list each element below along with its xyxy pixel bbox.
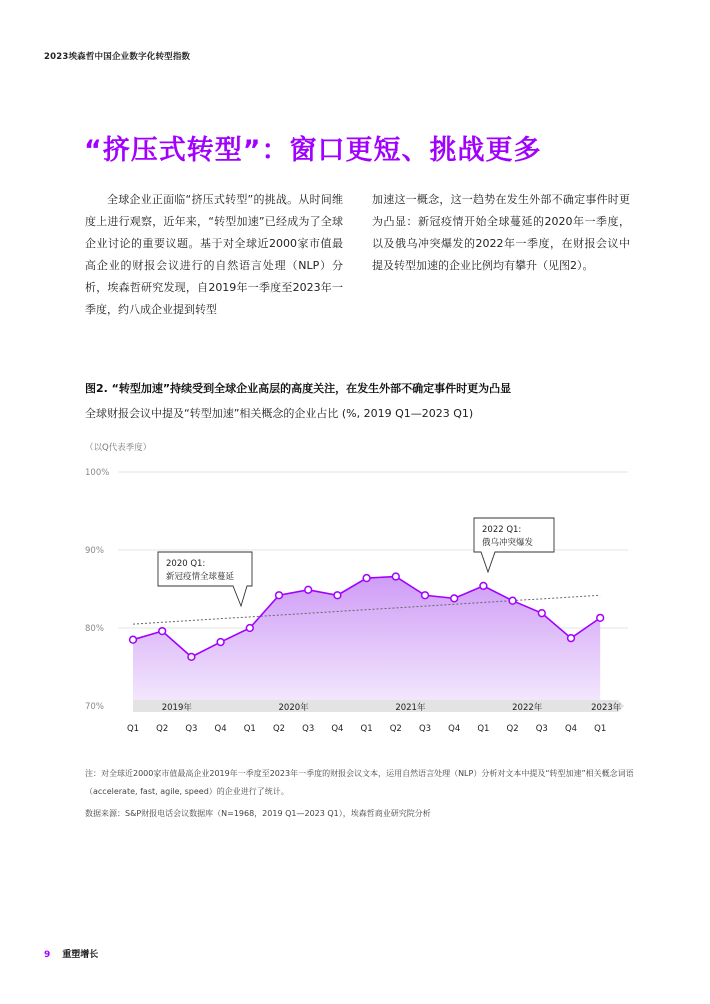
annotation-label: 俄乌冲突爆发 bbox=[482, 538, 534, 548]
year-label: 2019年 bbox=[161, 703, 192, 713]
data-point bbox=[305, 586, 312, 593]
x-tick-label: Q3 bbox=[302, 724, 315, 734]
y-tick-label: 100% bbox=[85, 468, 110, 478]
figure-note: 注：对全球近2000家市值最高企业2019年一季度至2023年一季度的财报会议文本，运用自然语言处理（NLP）分析对文本中提及“转型加速”相关概念词语（accelerate, fast, agile, speed）的企业进行了统计。 bbox=[85, 769, 634, 796]
x-tick-label: Q2 bbox=[272, 724, 286, 734]
data-point bbox=[217, 639, 224, 646]
body-text-left: 全球企业正面临“挤压式转型”的挑战。从时间维度上进行观察，近年来，“转型加速”已经成为了全球企业讨论的重要议题。基于对全球近2000家市值最高企业的财报会议进行的自然语言处理（NLP）分析，埃森哲研究发现，自2019年一季度至2023年一季度，约八成企业提到转型 bbox=[85, 193, 343, 316]
data-point bbox=[276, 592, 283, 599]
year-label: 2022年 bbox=[512, 703, 543, 713]
data-point bbox=[130, 636, 137, 643]
figure-subtitle: 全球财报会议中提及“转型加速”相关概念的企业占比 (%, 2019 Q1—2023 Q1) bbox=[85, 407, 474, 420]
year-label: 2021年 bbox=[395, 703, 426, 713]
x-tick-label: Q2 bbox=[389, 724, 402, 734]
x-tick-label: Q4 bbox=[214, 724, 227, 734]
report-header: 2023埃森哲中国企业数字化转型指数 bbox=[44, 52, 191, 62]
x-tick-label: Q1 bbox=[360, 724, 373, 734]
y-tick-label: 70% bbox=[85, 702, 104, 712]
x-tick-label: Q4 bbox=[564, 724, 578, 734]
x-tick-label: Q2 bbox=[156, 724, 169, 734]
year-band bbox=[133, 700, 624, 712]
area-fill bbox=[133, 577, 600, 706]
x-tick-label: Q4 bbox=[448, 724, 461, 734]
data-point bbox=[159, 628, 166, 635]
x-tick-label: Q1 bbox=[594, 724, 607, 734]
figure-source: 数据来源：S&P财报电话会议数据库（N=1968，2019 Q1—2023 Q1），埃森哲商业研究院分析 bbox=[85, 809, 431, 818]
page-number: 9 bbox=[44, 950, 51, 960]
y-tick-label: 80% bbox=[85, 624, 104, 634]
page-title: “挤压式转型”：窗口更短、挑战更多 bbox=[84, 135, 542, 166]
data-point bbox=[509, 597, 516, 604]
year-label: 2023年 bbox=[591, 703, 622, 713]
body-text-right: 加速这一概念，这一趋势在发生外部不确定事件时更为凸显：新冠疫情开始全球蔓延的2020年一季度，以及俄乌冲突爆发的2022年一季度，在财报会议中提及转型加速的企业比例均有攀升（见图2）。 bbox=[372, 193, 630, 272]
page-footer bbox=[44, 947, 98, 960]
data-point bbox=[246, 625, 253, 632]
annotation-label: 2022 Q1: bbox=[482, 525, 522, 535]
data-point bbox=[451, 595, 458, 602]
x-tick-label: Q3 bbox=[185, 724, 198, 734]
data-point bbox=[392, 573, 399, 580]
data-point bbox=[538, 610, 545, 617]
x-tick-label: Q4 bbox=[331, 724, 344, 734]
annotation-label: 2020 Q1: bbox=[166, 559, 206, 569]
year-label: 2020年 bbox=[278, 703, 309, 713]
data-point bbox=[363, 575, 370, 582]
data-point bbox=[422, 592, 429, 599]
x-tick-label: Q3 bbox=[418, 724, 432, 734]
footer-title: 重塑增长 bbox=[62, 950, 99, 960]
x-tick-label: Q1 bbox=[477, 724, 490, 734]
annotation-label: 新冠疫情全球蔓延 bbox=[166, 572, 235, 582]
figure-title: 图2. “转型加速”持续受到全球企业高层的高度关注，在发生外部不确定事件时更为凸显 bbox=[85, 382, 512, 395]
data-point bbox=[334, 592, 341, 599]
y-tick-label: 90% bbox=[85, 546, 104, 556]
chart-unit-note: （以Q代表季度） bbox=[85, 443, 152, 453]
x-tick-label: Q3 bbox=[535, 724, 548, 734]
data-point bbox=[597, 614, 604, 621]
data-point bbox=[568, 635, 575, 642]
data-point bbox=[188, 653, 195, 660]
x-tick-label: Q1 bbox=[243, 724, 256, 734]
data-point bbox=[480, 582, 487, 589]
x-tick-label: Q1 bbox=[126, 724, 140, 734]
x-tick-label: Q2 bbox=[506, 724, 519, 734]
